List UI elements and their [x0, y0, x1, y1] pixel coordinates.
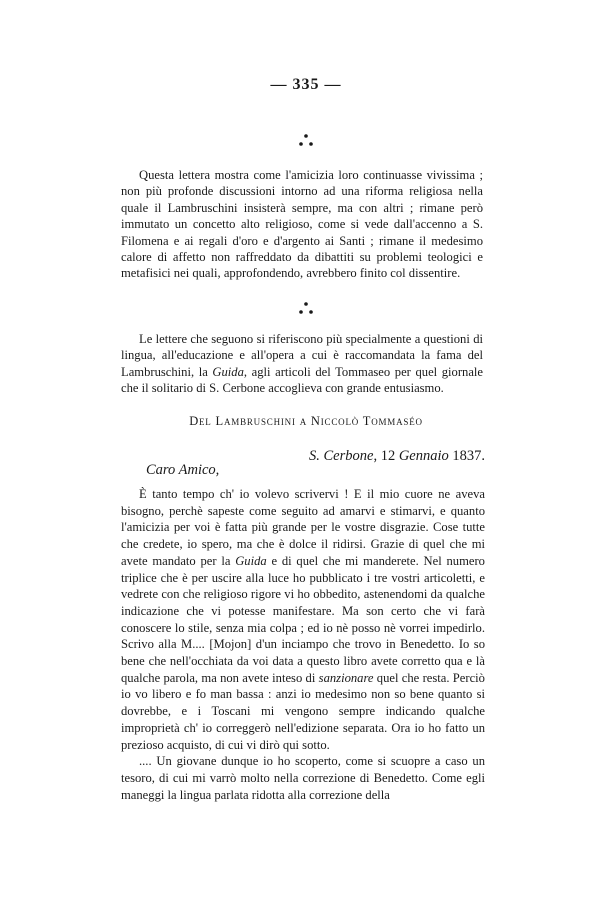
letter-heading: Del Lambruschini a Niccolò Tommaséo — [189, 414, 423, 428]
dateline-year: 1837. — [448, 448, 485, 464]
paragraph-text — [121, 331, 483, 397]
sanzionare-word: sanzionare — [318, 670, 374, 685]
letter-dateline — [309, 448, 485, 465]
text-run: e di quel che mi manderete. Nel numero triplice che è per uscire alla luce ho pubblicato i tre vostri articoletti, e vedrete con che religioso rigore vi ho obbedito, astenendomi da qualche indicazione che vi potesse manifestare. Ma son certo che vi farà conoscere lo stile, senza mia colpa ; ed io nè posso nè vorrei impedirlo. Scrivo alla M.... [Mojon] d'un inciampo che trovo in Benedetto. Io so bene che nell'occhiata da voi data a questo libro avete corretto qua e là qualche parola, ma non avete inteso di — [121, 553, 485, 685]
guida-title: Guida — [235, 553, 267, 568]
text-run: quel che resta. Perciò io vo libero e fo man bassa : anzi io medesimo non so bene quanto si dovrebbe, e i Toscani mi vengono sempre indicando qualche improprietà ch' io correggerò nell'edizione separata. Ora io ho fatto un prezioso acquisto, di cui vi dirò qui sotto. — [121, 670, 485, 752]
asterism-icon — [296, 300, 316, 316]
paragraph-amicizia — [121, 167, 483, 282]
text-run: , agli articoli del Tommaseo per quel giornale che il solitario di S. Cerbone accoglieva con grande entusiasmo. — [121, 364, 484, 396]
text-run: Le lettere che seguono si riferiscono più specialmente a questioni di lingua, all'educazione e all'opera a cui è raccomandata la fama del Lambruschini, la — [121, 332, 483, 379]
dateline-month: Gennaio — [398, 448, 449, 464]
asterism-icon — [296, 132, 316, 148]
letter-paragraph — [121, 486, 485, 753]
guida-title: Guida — [212, 364, 244, 379]
dateline-place: S. Cerbone — [309, 448, 374, 464]
asterism-ornament — [0, 300, 612, 316]
paragraph-lettere — [121, 331, 483, 397]
dateline-sep: , 12 — [373, 448, 399, 464]
letter-paragraph: .... Un giovane dunque io ho scoperto, come si scuopre a caso un tesoro, di cui mi varrò molto nella correzione di Benedetto. Come egli maneggi la lingua parlata ridotta alla correzione della — [121, 754, 485, 802]
letter-body — [121, 486, 485, 803]
letter-salutation: Caro Amico, — [146, 462, 220, 478]
text-run: È tanto tempo ch' io volevo scrivervi ! E il mio cuore ne aveva bisogno, perchè sapeste come seguito ad amarvi e stimarvi, e quanto l'amicizia per voi è fatta più grande per le vostre disgrazie. Cose tutte che credete, io spero, ma che è dolce il ridirsi. Grazie di quel che mi avete mandato per la — [121, 487, 485, 568]
page-number: — 335 — — [270, 76, 342, 93]
paragraph-text: Questa lettera mostra come l'amicizia loro continuasse vivissima ; non più profonde discussioni intorno ad una riforma religiosa nella quale il Lambruschini insisterà sempre, ma con altri ; rimane però immutato un concetto alto religioso, come si vede dall'accenno a S. Filomena e ai regali d'oro e d'argento ai Santi ; rimane il medesimo calore di affetto non raffreddato da dibattiti su problemi teologici e metafisici nei quali, approfondendo, avrebbero finito col dissentire. — [121, 168, 483, 281]
asterism-ornament — [0, 132, 612, 148]
